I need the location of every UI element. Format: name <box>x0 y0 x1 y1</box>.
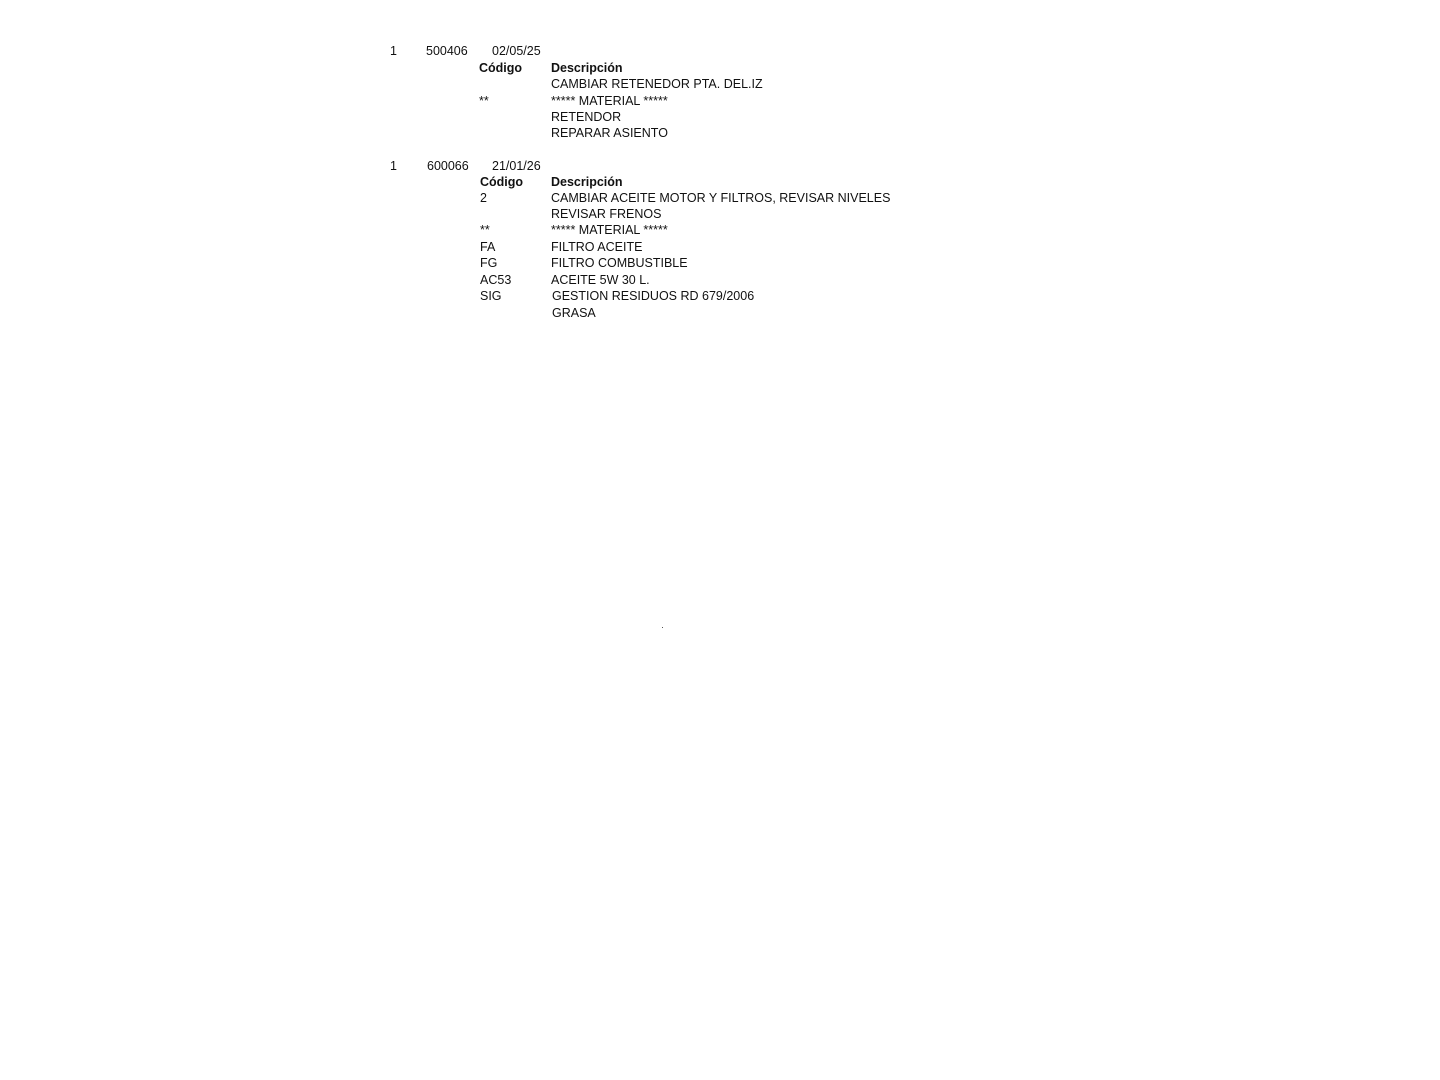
line-description: RETENDOR <box>551 110 622 124</box>
line-description: REVISAR FRENOS <box>551 207 662 221</box>
line-description: GRASA <box>552 306 596 320</box>
order-date: 21/01/26 <box>492 159 541 173</box>
line-code: AC53 <box>480 273 512 287</box>
line-code: FA <box>480 240 496 254</box>
quantity: 1 <box>390 44 397 58</box>
line-code: FG <box>480 256 498 270</box>
line-item <box>0 126 1440 142</box>
line-item <box>0 223 1440 239</box>
order-number: 600066 <box>427 159 469 173</box>
code-column-header: Código <box>479 61 523 75</box>
line-item <box>0 207 1440 223</box>
line-item <box>0 289 1440 305</box>
line-code: ** <box>479 94 489 108</box>
line-code: ** <box>480 223 490 237</box>
description-column-header: Descripción <box>551 61 623 75</box>
line-description: FILTRO COMBUSTIBLE <box>551 256 688 270</box>
line-item <box>0 77 1440 93</box>
line-item <box>0 110 1440 126</box>
column-headers <box>0 175 1440 191</box>
line-description: ***** MATERIAL ***** <box>551 223 668 237</box>
line-item <box>0 306 1440 322</box>
order-number: 500406 <box>426 44 468 58</box>
line-description: REPARAR ASIENTO <box>551 126 668 140</box>
line-description: CAMBIAR ACEITE MOTOR Y FILTROS, REVISAR NIVELES <box>551 191 891 205</box>
line-description: CAMBIAR RETENEDOR PTA. DEL.IZ <box>551 77 763 91</box>
line-description: ACEITE 5W 30 L. <box>551 273 650 287</box>
line-description: FILTRO ACEITE <box>551 240 643 254</box>
order-date: 02/05/25 <box>492 44 541 58</box>
line-item <box>0 240 1440 256</box>
line-item <box>0 191 1440 207</box>
code-column-header: Código <box>480 175 524 189</box>
quantity: 1 <box>390 159 397 173</box>
line-code: 2 <box>480 191 487 205</box>
column-headers <box>0 61 1440 77</box>
line-code: SIG <box>480 289 502 303</box>
line-description: GESTION RESIDUOS RD 679/2006 <box>552 289 755 303</box>
line-item <box>0 256 1440 272</box>
line-item <box>0 273 1440 289</box>
line-item <box>0 94 1440 110</box>
line-description: ***** MATERIAL ***** <box>551 94 668 108</box>
scan-speck <box>662 627 663 628</box>
description-column-header: Descripción <box>551 175 623 189</box>
